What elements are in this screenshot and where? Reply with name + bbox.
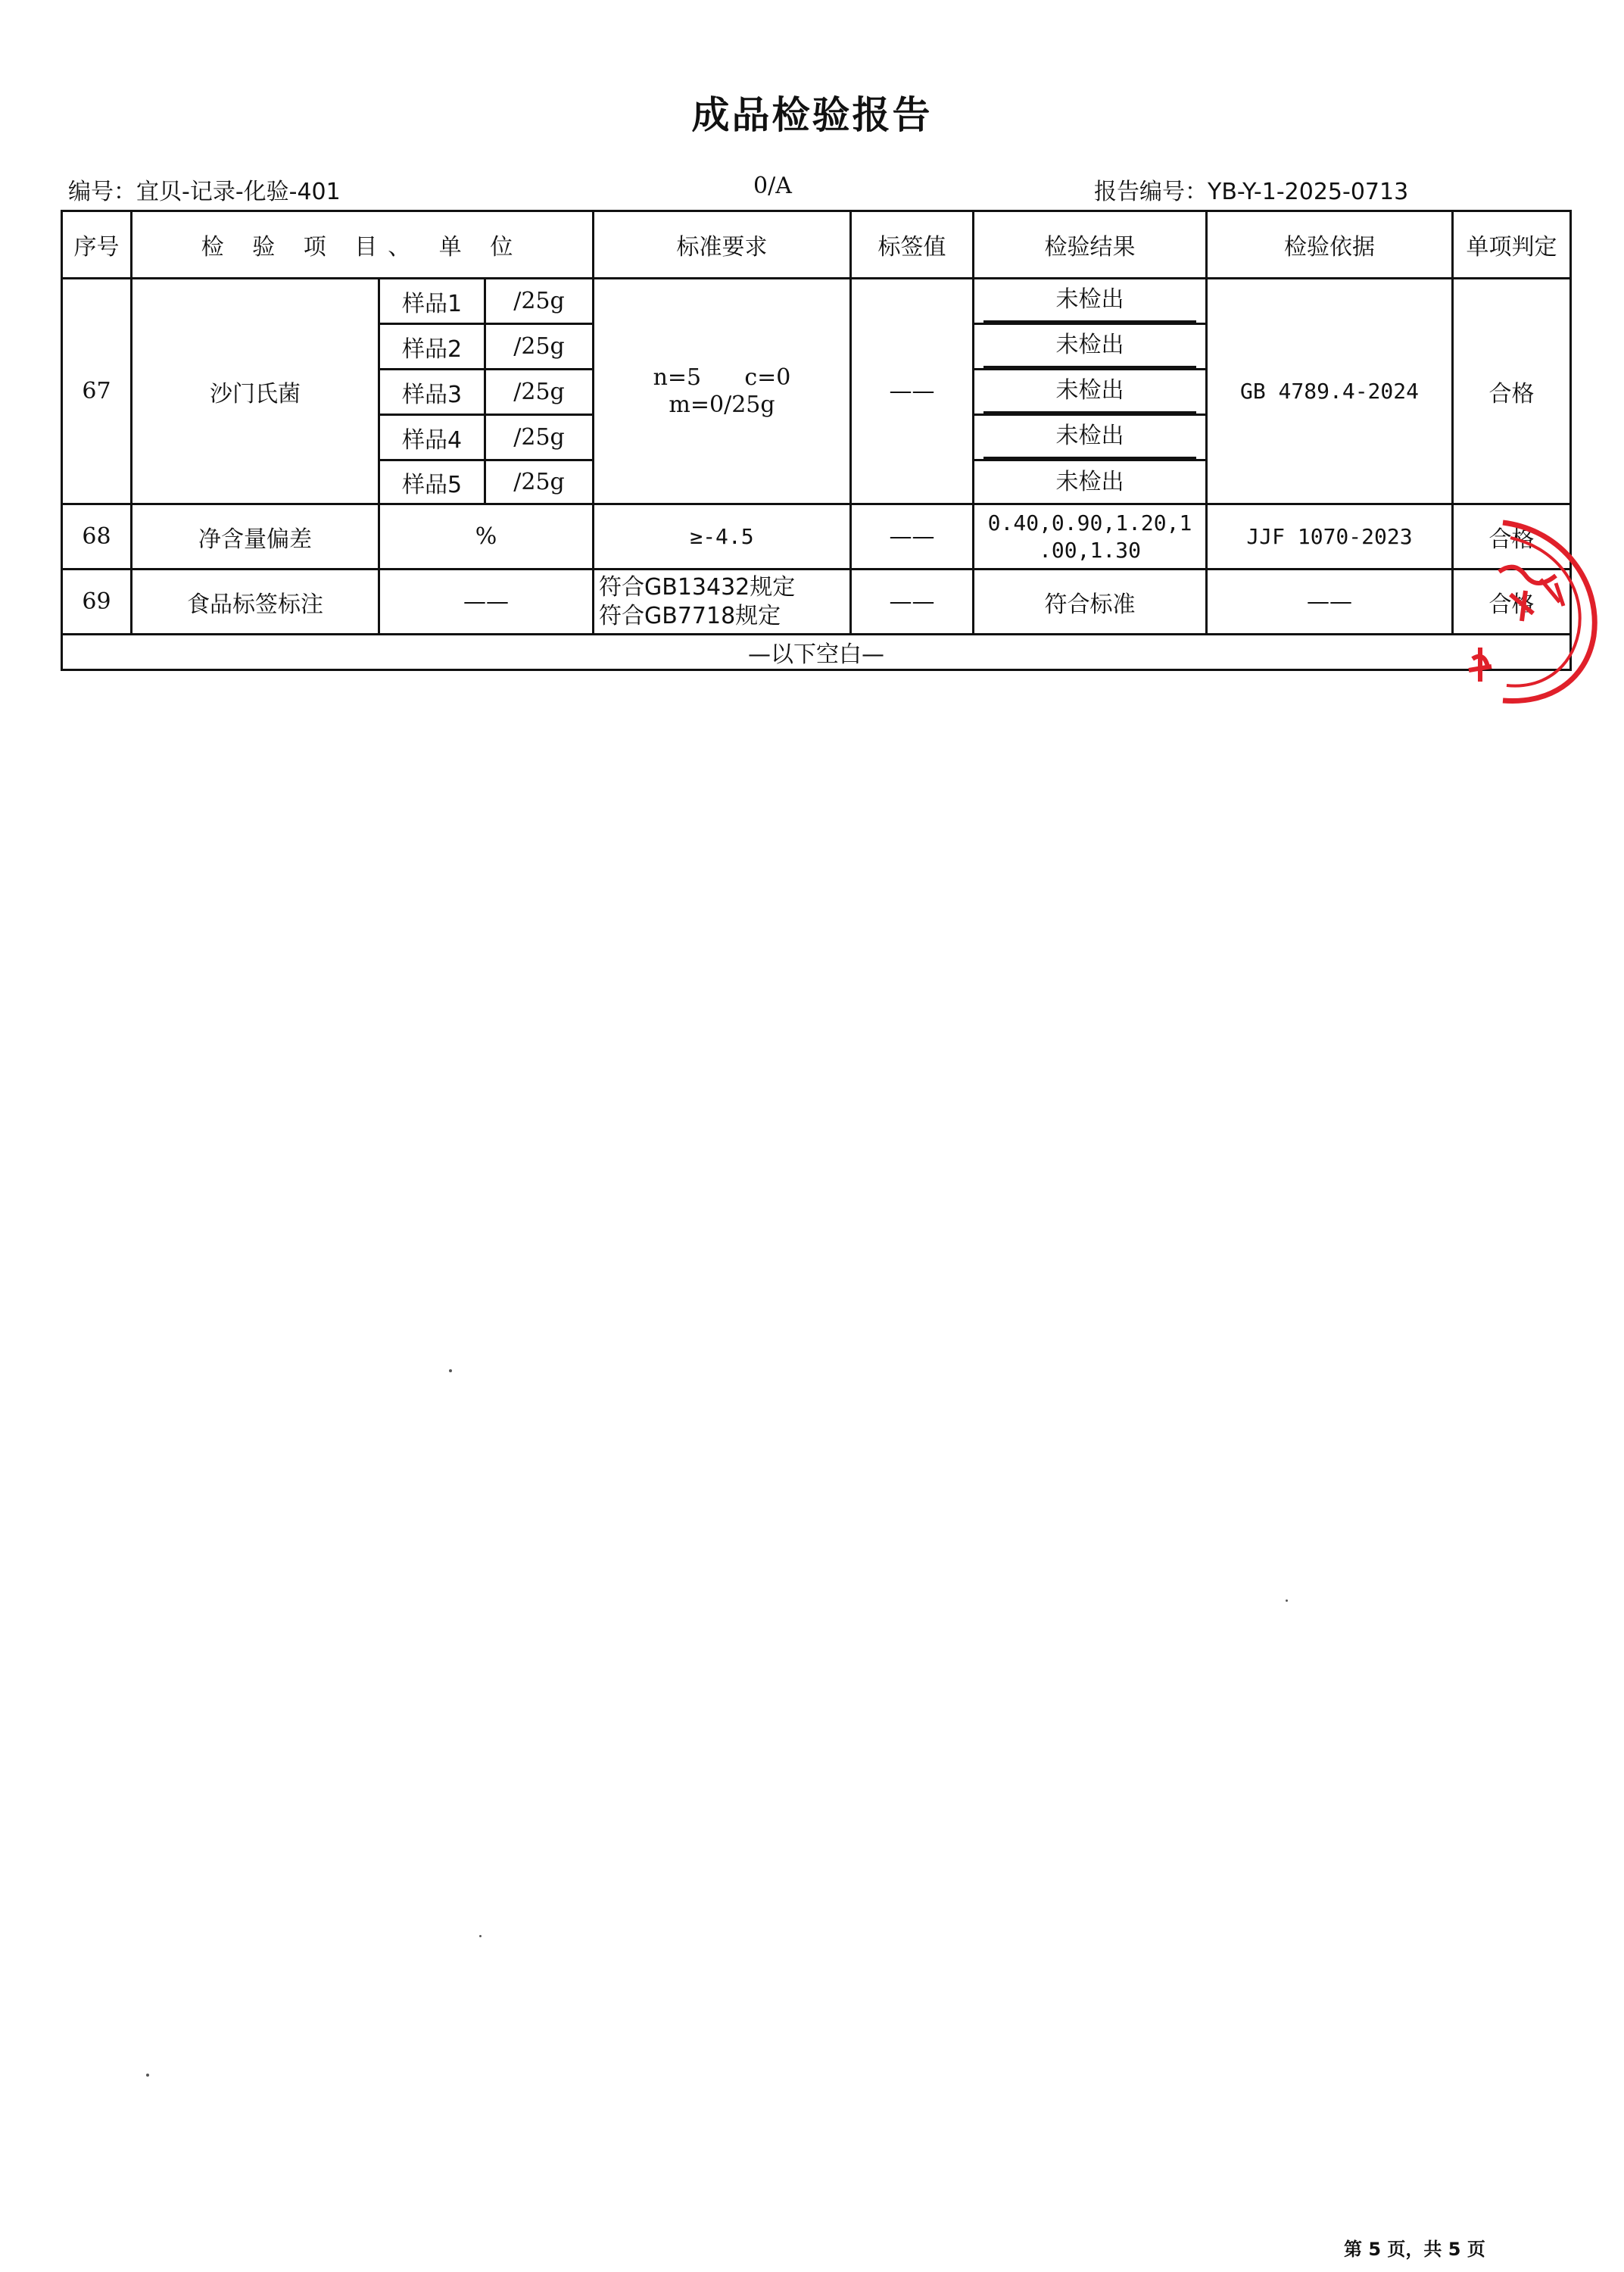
row68-seq: 68 <box>62 504 132 570</box>
sample-result: 未检出 <box>983 279 1196 323</box>
sample-result-cell <box>974 415 1207 460</box>
sample-unit: /25g <box>485 415 594 460</box>
row69-unit: —— <box>379 570 594 635</box>
blank-note: —以下空白— <box>62 635 1571 670</box>
report-number: 报告编号：YB-Y-1-2025-0713 <box>1094 179 1409 205</box>
row67-standard-line1: n=5 c=0 <box>653 364 791 391</box>
scan-speck <box>479 1935 482 1937</box>
sample-result-cell <box>974 460 1207 504</box>
row67-judgement: 合格 <box>1453 279 1571 504</box>
blank-note-row <box>62 635 1571 670</box>
row67-standard-line2: m=0/25g <box>669 391 775 418</box>
table-row <box>62 570 1571 635</box>
row68-judgement: 合格 <box>1453 504 1571 570</box>
row68-result <box>974 504 1207 570</box>
row68-standard: ≥-4.5 <box>594 504 851 570</box>
row69-standard-line1: 符合GB13432规定 <box>599 573 796 601</box>
header-judgement: 单项判定 <box>1453 211 1571 279</box>
inspection-table <box>61 210 1572 671</box>
sample-name: 样品5 <box>379 460 485 504</box>
sample-result: 未检出 <box>983 416 1196 459</box>
sample-unit: /25g <box>485 460 594 504</box>
row69-item: 食品标签标注 <box>132 570 379 635</box>
scan-speck <box>449 1369 452 1372</box>
sample-result: 未检出 <box>983 325 1196 368</box>
sample-result: 未检出 <box>1055 468 1124 495</box>
row68-label-value: —— <box>851 504 974 570</box>
record-number: 编号：宜贝-记录-化验-401 <box>68 179 341 205</box>
row68-unit: % <box>379 504 594 570</box>
row69-label-value: —— <box>851 570 974 635</box>
sample-result-cell <box>974 279 1207 324</box>
sample-name: 样品2 <box>379 324 485 370</box>
scan-speck <box>1286 1599 1288 1602</box>
table-row <box>62 504 1571 570</box>
report-title: 成品检验报告 <box>691 93 933 137</box>
sample-result-cell <box>974 370 1207 415</box>
row69-result: 符合标准 <box>974 570 1207 635</box>
page-number: 第 5 页，共 5 页 <box>1344 2239 1485 2260</box>
row67-seq: 67 <box>62 279 132 504</box>
header-basis: 检验依据 <box>1207 211 1453 279</box>
scan-speck <box>146 2074 149 2077</box>
row68-basis: JJF 1070-2023 <box>1207 504 1453 570</box>
row68-result-line2: .00,1.30 <box>1039 537 1141 563</box>
row67-standard <box>594 279 851 504</box>
row69-standard-line2: 符合GB7718规定 <box>599 602 781 629</box>
row68-result-line1: 0.40,0.90,1.20,1 <box>987 510 1192 535</box>
row68-item: 净含量偏差 <box>132 504 379 570</box>
table-header-row <box>62 211 1571 279</box>
sample-result: 未检出 <box>983 370 1196 414</box>
header-standard: 标准要求 <box>594 211 851 279</box>
row69-basis: —— <box>1207 570 1453 635</box>
sample-unit: /25g <box>485 370 594 415</box>
row67-label-value: —— <box>851 279 974 504</box>
header-result: 检验结果 <box>974 211 1207 279</box>
version-label: 0/A <box>753 173 792 199</box>
sample-name: 样品3 <box>379 370 485 415</box>
row69-seq: 69 <box>62 570 132 635</box>
table-row <box>62 279 1571 324</box>
row67-basis: GB 4789.4-2024 <box>1207 279 1453 504</box>
header-label-value: 标签值 <box>851 211 974 279</box>
row69-judgement: 合格 <box>1453 570 1571 635</box>
sample-unit: /25g <box>485 279 594 324</box>
sample-result-cell <box>974 324 1207 370</box>
sample-name: 样品4 <box>379 415 485 460</box>
sample-name: 样品1 <box>379 279 485 324</box>
row67-item: 沙门氏菌 <box>132 279 379 504</box>
header-seq: 序号 <box>62 211 132 279</box>
row69-standard <box>594 570 851 635</box>
header-item-unit: 检 验 项 目、 单 位 <box>132 211 594 279</box>
sample-unit: /25g <box>485 324 594 370</box>
